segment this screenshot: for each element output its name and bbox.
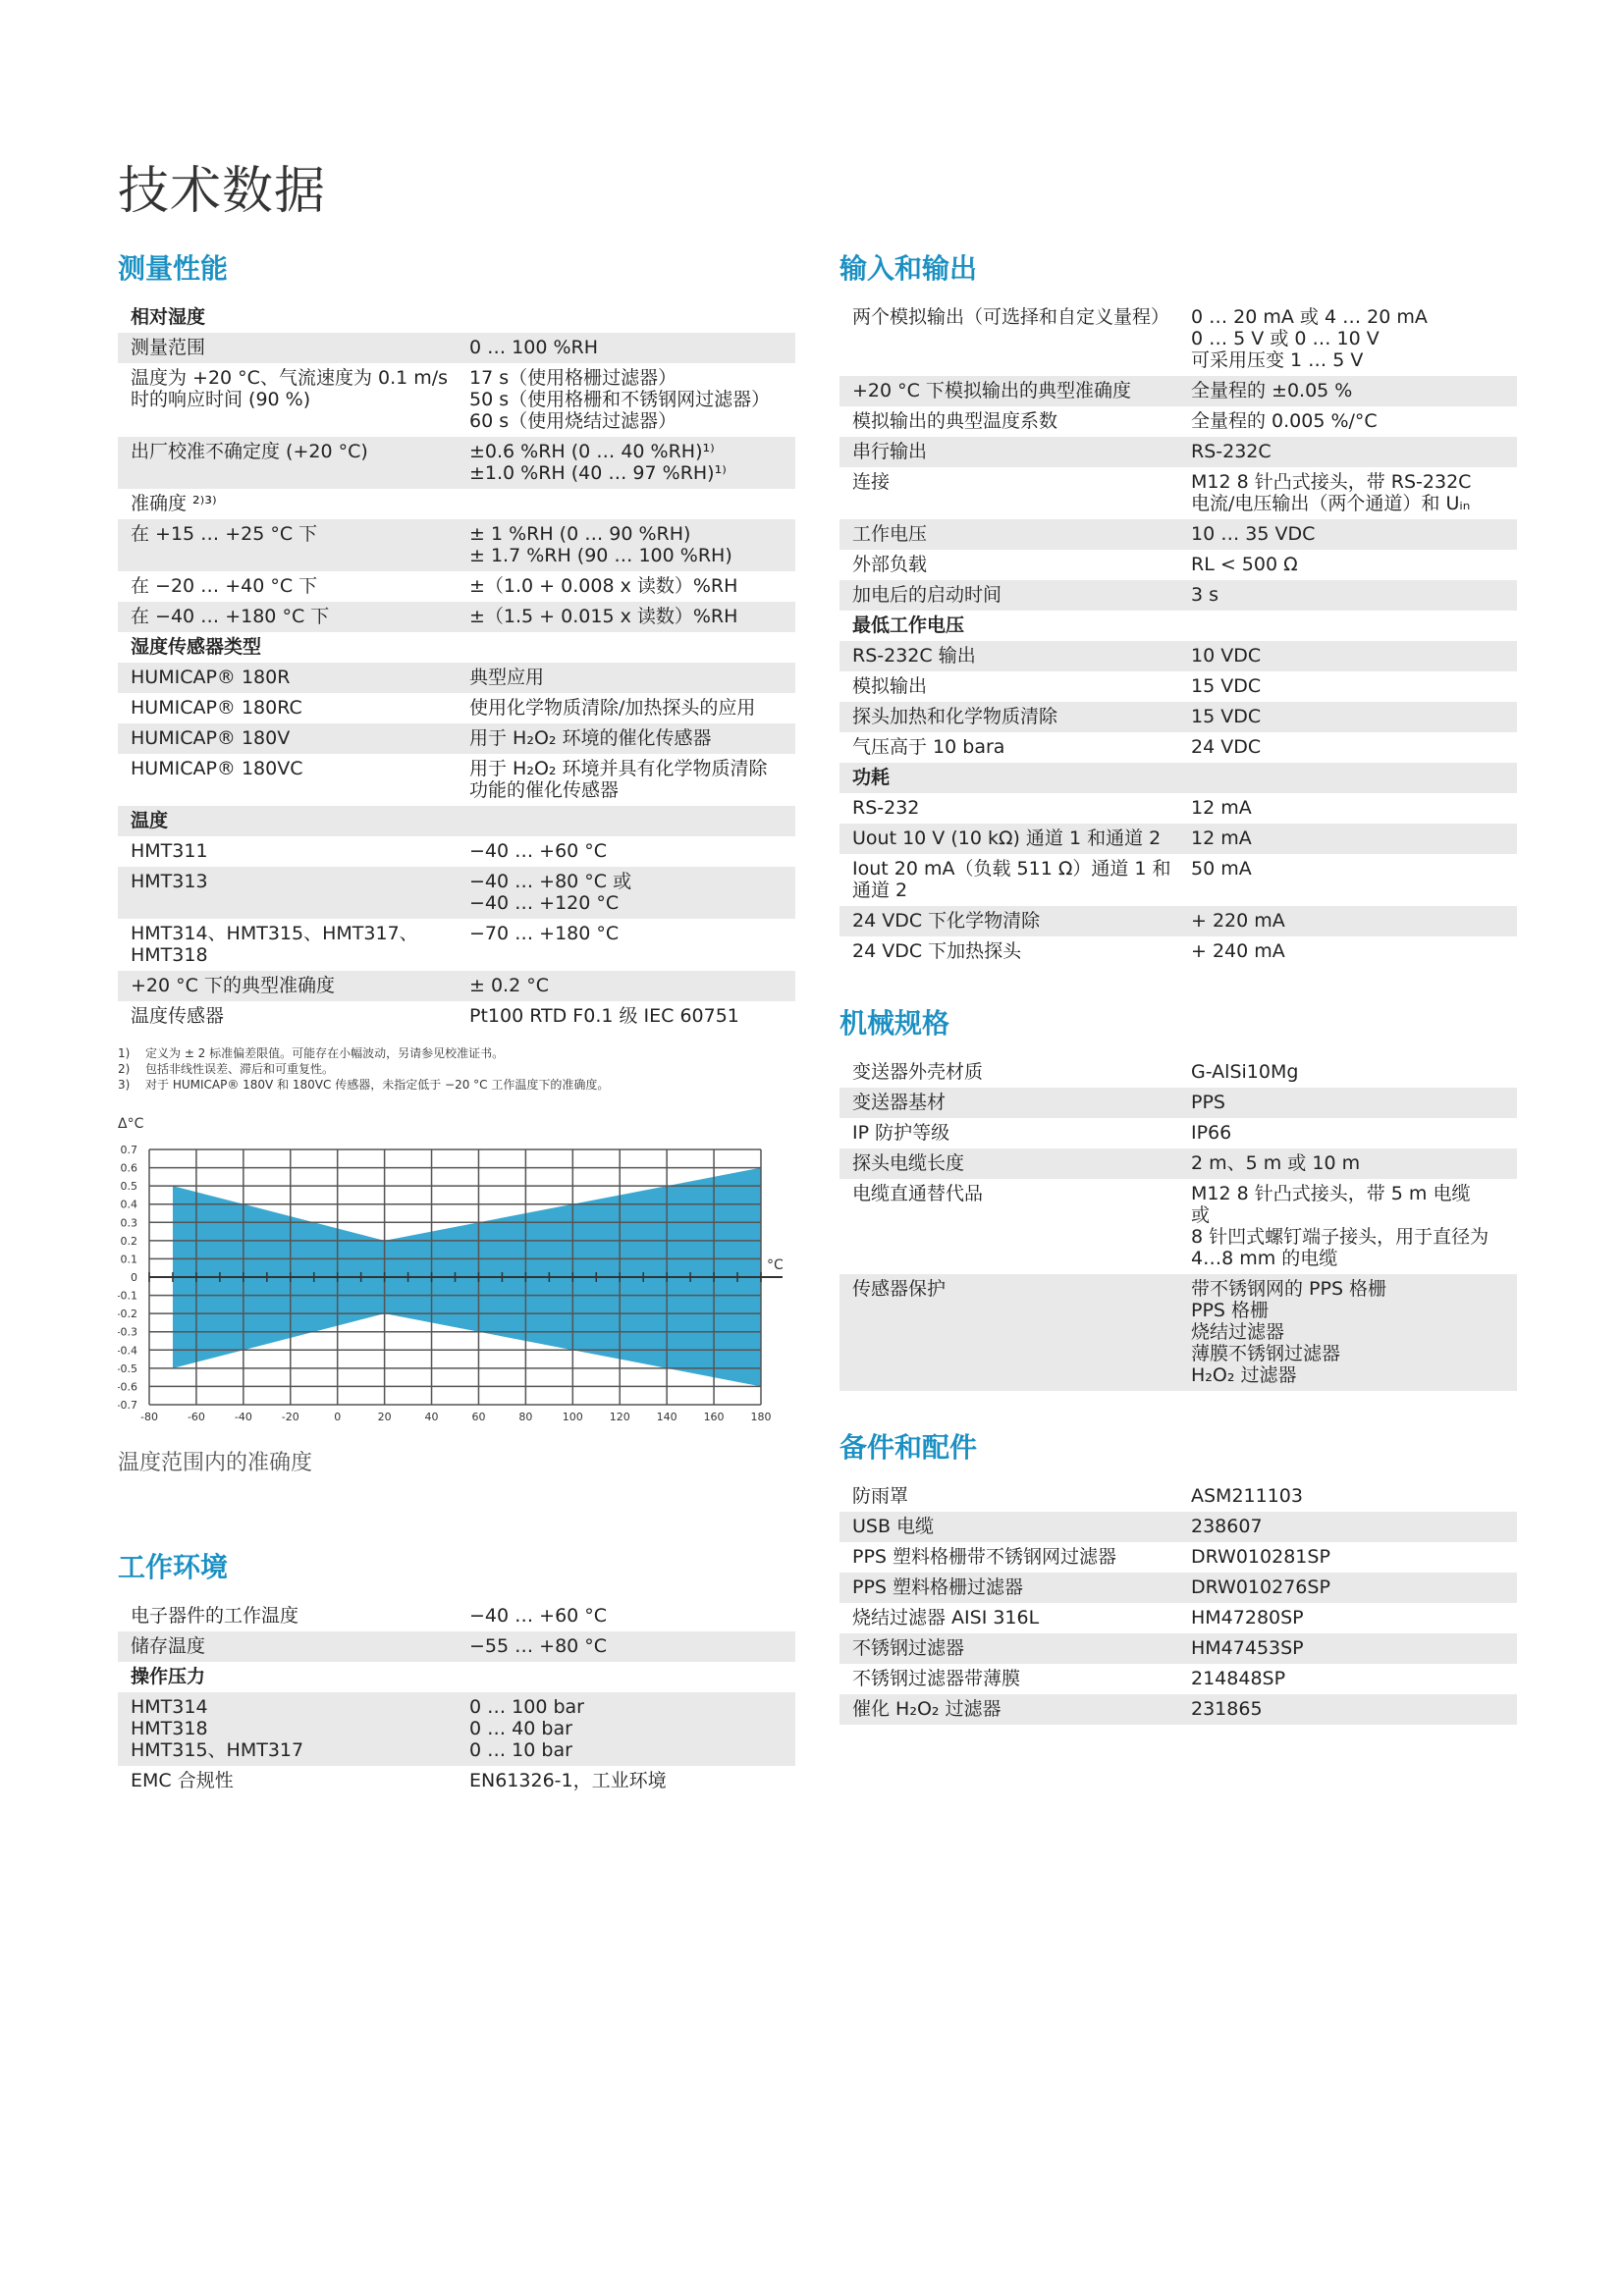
y-tick-label: 0.6 xyxy=(120,1161,137,1175)
row-value-line: M12 8 针凸式接头，带 5 m 电缆 xyxy=(1191,1183,1471,1204)
row-value-line: 4…8 mm 的电缆 xyxy=(1191,1248,1338,1269)
table-row xyxy=(118,1001,795,1032)
row-value xyxy=(1191,858,1504,901)
row-value-line: 12 mA xyxy=(1191,828,1252,849)
table-row xyxy=(839,550,1517,580)
accessories-table xyxy=(839,1481,1517,1725)
row-value-line: HM47453SP xyxy=(1191,1637,1304,1659)
row-label: 传感器保护 xyxy=(852,1278,947,1300)
row-label: 相对湿度 xyxy=(131,306,206,328)
row-value-line: 17 s（使用格栅过滤器） xyxy=(469,367,677,389)
row-value-line: 3 s xyxy=(1191,584,1219,606)
row-value xyxy=(1191,614,1504,636)
row-value-line: ±（1.5 + 0.015 x 读数）%RH xyxy=(469,606,738,627)
row-label: 电缆直通替代品 xyxy=(852,1183,984,1204)
row-value xyxy=(469,441,783,484)
row-label: 变送器基材 xyxy=(852,1092,947,1113)
row-label: RS-232C 输出 xyxy=(852,645,976,667)
row-value xyxy=(469,367,783,432)
row-label: Uout 10 V (10 kΩ) 通道 1 和通道 2 xyxy=(852,828,1162,849)
row-value-line: −40 … +60 °C xyxy=(469,840,608,862)
row-value-line: 0 … 10 bar xyxy=(469,1739,572,1761)
row-label: HUMICAP® 180V xyxy=(131,727,291,749)
row-label: HUMICAP® 180VC xyxy=(131,758,303,779)
row-value-line: 典型应用 xyxy=(469,667,545,688)
row-value-line: 薄膜不锈钢过滤器 xyxy=(1191,1343,1341,1364)
table-row xyxy=(839,1633,1517,1664)
row-label: HMT311 xyxy=(131,840,208,862)
row-value-line: 带不锈钢网的 PPS 格栅 xyxy=(1191,1278,1387,1300)
table-row xyxy=(839,936,1517,967)
row-value-line: 24 VDC xyxy=(1191,736,1262,758)
row-label: 加电后的启动时间 xyxy=(852,584,1002,606)
footnotes xyxy=(118,1045,795,1093)
row-value xyxy=(1191,380,1504,401)
row-value xyxy=(469,493,783,514)
table-row xyxy=(839,671,1517,702)
x-tick-label: 100 xyxy=(562,1411,583,1423)
row-label: HMT314、HMT315、HMT317、HMT318 xyxy=(131,923,418,966)
table-row xyxy=(839,641,1517,671)
y-tick-label: 0.3 xyxy=(120,1216,137,1230)
row-value xyxy=(1191,306,1504,371)
row-label: 工作电压 xyxy=(852,523,928,545)
row-label: 准确度 ²⁾³⁾ xyxy=(131,493,217,514)
row-label: 连接 xyxy=(852,471,891,493)
io-title: 输入和输出 xyxy=(839,252,978,285)
row-value xyxy=(1191,584,1504,606)
row-label: 功耗 xyxy=(852,767,891,788)
table-row xyxy=(118,602,795,632)
table-row xyxy=(118,571,795,602)
table-row xyxy=(839,437,1517,467)
footnote-text: 对于 HUMICAP® 180V 和 180VC 传感器，未指定低于 −20 °C 工作温度下的准确度。 xyxy=(145,1078,610,1092)
y-tick-label: -0.5 xyxy=(118,1362,137,1375)
row-value xyxy=(1191,675,1504,697)
row-label: 在 +15 … +25 °C 下 xyxy=(131,523,318,545)
row-value-line: 可采用压变 1 … 5 V xyxy=(1191,349,1364,371)
row-value-line: + 240 mA xyxy=(1191,940,1285,962)
x-tick-label: 160 xyxy=(703,1411,725,1423)
x-tick-label: 120 xyxy=(609,1411,630,1423)
row-label: 温度 xyxy=(131,810,169,831)
row-value-line: ±1.0 %RH (40 … 97 %RH)¹⁾ xyxy=(469,462,727,484)
table-row xyxy=(118,333,795,363)
table-row xyxy=(118,867,795,919)
row-value-line: 0 … 20 mA 或 4 … 20 mA xyxy=(1191,306,1428,328)
footnote-text: 定义为 ± 2 标准偏差限值。可能存在小幅波动，另请参见校准证书。 xyxy=(145,1046,505,1060)
table-row xyxy=(118,693,795,723)
row-value xyxy=(469,871,783,914)
row-value-line: 2 m、5 m 或 10 m xyxy=(1191,1152,1361,1174)
row-value-line: 15 VDC xyxy=(1191,706,1262,727)
row-value xyxy=(1191,1092,1504,1113)
row-label xyxy=(131,1696,469,1761)
row-value-line: 231865 xyxy=(1191,1698,1263,1720)
y-axis-label: Δ°C xyxy=(118,1116,144,1132)
table-row xyxy=(118,1766,795,1796)
table-section-header xyxy=(118,806,795,836)
row-label: 不锈钢过滤器带薄膜 xyxy=(852,1668,1021,1689)
table-row xyxy=(839,1481,1517,1512)
y-tick-label: -0.7 xyxy=(118,1399,137,1412)
table-row xyxy=(118,919,795,971)
row-value xyxy=(1191,797,1504,819)
row-value xyxy=(469,667,783,688)
footnote-text: 包括非线性误差、滞后和可重复性。 xyxy=(145,1062,335,1076)
row-value-line: DRW010281SP xyxy=(1191,1546,1330,1568)
table-row xyxy=(839,580,1517,611)
row-label: +20 °C 下模拟输出的典型准确度 xyxy=(852,380,1131,401)
row-label: 24 VDC 下加热探头 xyxy=(852,940,1022,962)
row-label: 在 −40 … +180 °C 下 xyxy=(131,606,330,627)
y-tick-label: -0.6 xyxy=(118,1380,137,1394)
row-value xyxy=(1191,1668,1504,1689)
row-value-line: HM47280SP xyxy=(1191,1607,1304,1629)
table-row xyxy=(118,723,795,754)
row-label: 外部负载 xyxy=(852,554,928,575)
row-value-line: 0 … 5 V 或 0 … 10 V xyxy=(1191,328,1380,349)
row-label: 模拟输出 xyxy=(852,675,928,697)
row-value-line: 8 针凹式螺钉端子接头，用于直径为 xyxy=(1191,1226,1489,1248)
row-value-line: RL < 500 Ω xyxy=(1191,554,1298,575)
row-label: 储存温度 xyxy=(131,1635,206,1657)
row-value xyxy=(469,1770,783,1791)
x-tick-label: -40 xyxy=(234,1411,252,1423)
row-label: 探头电缆长度 xyxy=(852,1152,965,1174)
row-label: 探头加热和化学物质清除 xyxy=(852,706,1058,727)
row-value xyxy=(1191,828,1504,849)
table-row xyxy=(839,1694,1517,1725)
table-row xyxy=(839,1274,1517,1391)
row-label: PPS 塑料格栅带不锈钢网过滤器 xyxy=(852,1546,1117,1568)
table-row xyxy=(839,1148,1517,1179)
row-value-line: 238607 xyxy=(1191,1516,1263,1537)
table-row xyxy=(839,406,1517,437)
table-row xyxy=(839,1118,1517,1148)
row-label: 温度传感器 xyxy=(131,1005,225,1027)
row-value xyxy=(1191,471,1504,514)
table-row xyxy=(118,363,795,437)
row-value xyxy=(469,758,783,801)
row-label: 变送器外壳材质 xyxy=(852,1061,984,1083)
row-value-line: DRW010276SP xyxy=(1191,1576,1330,1598)
row-value-line: G-AlSi10Mg xyxy=(1191,1061,1299,1083)
footnote xyxy=(118,1045,795,1061)
row-value-line: −40 … +80 °C 或 xyxy=(469,871,632,892)
row-value xyxy=(1191,1152,1504,1174)
table-row xyxy=(839,302,1517,376)
y-tick-label: 0.4 xyxy=(120,1198,137,1211)
row-label: 出厂校准不确定度 (+20 °C) xyxy=(131,441,368,462)
row-value xyxy=(1191,441,1504,462)
row-value-line: 用于 H₂O₂ 环境并具有化学物质清除功能的催化传感器 xyxy=(469,758,768,801)
table-row xyxy=(839,1542,1517,1573)
row-label: 电子器件的工作温度 xyxy=(131,1605,299,1627)
row-value xyxy=(469,306,783,328)
row-value-line: 或 xyxy=(1191,1204,1211,1226)
row-value xyxy=(469,636,783,658)
row-label: 两个模拟输出（可选择和自定义量程） xyxy=(852,306,1170,328)
row-value xyxy=(469,337,783,358)
row-value-line: 10 … 35 VDC xyxy=(1191,523,1316,545)
row-value-line: −40 … +60 °C xyxy=(469,1605,608,1627)
row-value-line: 60 s（使用烧结过滤器） xyxy=(469,410,677,432)
chart-caption: 温度范围内的准确度 xyxy=(118,1451,313,1475)
row-value-line: −55 … +80 °C xyxy=(469,1635,608,1657)
footnote xyxy=(118,1061,795,1077)
table-row xyxy=(839,906,1517,936)
row-label: 烧结过滤器 AISI 316L xyxy=(852,1607,1040,1629)
row-value xyxy=(1191,1698,1504,1720)
row-label: 温度为 +20 °C、气流速度为 0.1 m/s 时的响应时间 (90 %) xyxy=(131,367,449,410)
row-label: 在 −20 … +40 °C 下 xyxy=(131,575,318,597)
row-value xyxy=(1191,645,1504,667)
x-tick-label: 40 xyxy=(424,1411,439,1423)
row-value-line: 用于 H₂O₂ 环境的催化传感器 xyxy=(469,727,712,749)
row-value xyxy=(1191,940,1504,962)
row-label-line: HMT318 xyxy=(131,1718,208,1739)
row-value-line: Pt100 RTD F0.1 级 IEC 60751 xyxy=(469,1005,739,1027)
row-label: IP 防护等级 xyxy=(852,1122,950,1144)
page-title: 技术数据 xyxy=(118,162,327,221)
footnote-number: 1) xyxy=(118,1046,131,1060)
row-value xyxy=(469,697,783,719)
x-tick-label: 180 xyxy=(750,1411,772,1423)
row-value xyxy=(1191,1637,1504,1659)
row-label: USB 电缆 xyxy=(852,1516,935,1537)
table-row xyxy=(839,1179,1517,1274)
row-value-line: 使用化学物质清除/加热探头的应用 xyxy=(469,697,756,719)
table-section-header xyxy=(839,611,1517,641)
x-tick-label: 80 xyxy=(518,1411,533,1423)
row-label: 测量范围 xyxy=(131,337,206,358)
table-row xyxy=(839,1664,1517,1694)
footnote xyxy=(118,1077,795,1093)
row-value xyxy=(469,523,783,566)
row-value xyxy=(1191,1485,1504,1507)
mechanical-title: 机械规格 xyxy=(839,1007,950,1040)
footnote-number: 3) xyxy=(118,1078,131,1092)
row-value-line: 214848SP xyxy=(1191,1668,1286,1689)
mechanical-table xyxy=(839,1057,1517,1391)
row-label: 24 VDC 下化学物清除 xyxy=(852,910,1041,932)
table-row xyxy=(118,971,795,1001)
row-value-line: ± 0.2 °C xyxy=(469,975,549,996)
row-value-line: IP66 xyxy=(1191,1122,1232,1144)
row-value xyxy=(469,1635,783,1657)
table-row xyxy=(118,519,795,571)
row-label: Iout 20 mA（负载 511 Ω）通道 1 和通道 2 xyxy=(852,858,1171,901)
table-row xyxy=(839,376,1517,406)
y-tick-label: -0.4 xyxy=(118,1344,137,1358)
row-value-line: 15 VDC xyxy=(1191,675,1262,697)
row-value xyxy=(1191,1607,1504,1629)
row-value xyxy=(1191,706,1504,727)
table-row xyxy=(839,1603,1517,1633)
table-row xyxy=(839,854,1517,906)
table-row xyxy=(839,824,1517,854)
table-section-header xyxy=(118,302,795,333)
measurement-title: 测量性能 xyxy=(118,252,229,285)
footnote-number: 2) xyxy=(118,1062,131,1076)
row-value-line: ±（1.0 + 0.008 x 读数）%RH xyxy=(469,575,738,597)
table-row xyxy=(839,1573,1517,1603)
row-value xyxy=(1191,1516,1504,1537)
x-tick-label: 20 xyxy=(377,1411,392,1423)
x-axis-label: °C xyxy=(767,1257,784,1273)
row-label-line: HMT315、HMT317 xyxy=(131,1739,304,1761)
left-column xyxy=(118,251,795,1796)
y-tick-label: 0.5 xyxy=(120,1180,137,1194)
row-value xyxy=(1191,1183,1504,1269)
row-value xyxy=(1191,1278,1504,1386)
row-label: 模拟输出的典型温度系数 xyxy=(852,410,1058,432)
row-label: PPS 塑料格栅过滤器 xyxy=(852,1576,1024,1598)
y-tick-label: 0.2 xyxy=(120,1234,137,1248)
table-row xyxy=(839,793,1517,824)
row-value xyxy=(1191,767,1504,788)
row-label: HUMICAP® 180R xyxy=(131,667,291,688)
row-label: +20 °C 下的典型准确度 xyxy=(131,975,335,996)
row-value-line: ± 1 %RH (0 … 90 %RH) xyxy=(469,523,691,545)
row-label: HUMICAP® 180RC xyxy=(131,697,302,719)
row-value xyxy=(1191,736,1504,758)
row-label: 不锈钢过滤器 xyxy=(852,1637,965,1659)
measurement-table xyxy=(118,302,795,1032)
y-tick-label: -0.1 xyxy=(118,1289,137,1303)
environment-table xyxy=(118,1601,795,1796)
row-value xyxy=(469,975,783,996)
row-label: 催化 H₂O₂ 过滤器 xyxy=(852,1698,1001,1720)
table-row xyxy=(118,489,795,519)
row-value-line: + 220 mA xyxy=(1191,910,1285,932)
row-value-line: ASM211103 xyxy=(1191,1485,1303,1507)
row-value xyxy=(469,1696,783,1761)
row-value xyxy=(469,575,783,597)
y-tick-label: 0.1 xyxy=(120,1253,137,1266)
row-value xyxy=(1191,910,1504,932)
row-label: HMT313 xyxy=(131,871,208,892)
environment-title: 工作环境 xyxy=(118,1551,229,1583)
row-value xyxy=(1191,410,1504,432)
row-value xyxy=(469,810,783,831)
row-label: RS-232 xyxy=(852,797,920,819)
row-value-line: 电流/电压输出（两个通道）和 Uᵢₙ xyxy=(1191,493,1471,514)
accuracy-chart-svg xyxy=(118,1112,795,1436)
row-value xyxy=(1191,1576,1504,1598)
y-tick-label: -0.2 xyxy=(118,1308,137,1321)
x-tick-label: 0 xyxy=(334,1411,342,1423)
row-value-line: 0 … 100 %RH xyxy=(469,337,599,358)
row-value xyxy=(469,923,783,966)
row-label: 最低工作电压 xyxy=(852,614,965,636)
row-value xyxy=(1191,554,1504,575)
row-value-line: 0 … 40 bar xyxy=(469,1718,572,1739)
row-value-line: H₂O₂ 过滤器 xyxy=(1191,1364,1297,1386)
table-section-header xyxy=(118,632,795,663)
row-label: 操作压力 xyxy=(131,1666,206,1687)
row-value xyxy=(469,840,783,862)
row-label: 湿度传感器类型 xyxy=(131,636,262,658)
table-row xyxy=(839,732,1517,763)
row-value-line: −70 … +180 °C xyxy=(469,923,620,944)
row-value xyxy=(469,606,783,627)
table-section-header xyxy=(839,763,1517,793)
row-value-line: 12 mA xyxy=(1191,797,1252,819)
row-value-line: 烧结过滤器 xyxy=(1191,1321,1285,1343)
row-value-line: 10 VDC xyxy=(1191,645,1262,667)
x-tick-label: 60 xyxy=(471,1411,486,1423)
y-tick-label: 0.7 xyxy=(120,1144,137,1156)
row-value xyxy=(469,1666,783,1687)
accessories-title: 备件和配件 xyxy=(839,1431,978,1464)
row-label: 防雨罩 xyxy=(852,1485,909,1507)
table-row xyxy=(839,1088,1517,1118)
row-value-line: PPS 格栅 xyxy=(1191,1300,1270,1321)
row-value-line: ± 1.7 %RH (90 … 100 %RH) xyxy=(469,545,732,566)
table-row xyxy=(839,1512,1517,1542)
table-section-header xyxy=(118,1662,795,1692)
right-column xyxy=(839,251,1517,1725)
x-tick-label: 140 xyxy=(656,1411,677,1423)
table-row xyxy=(839,519,1517,550)
row-value-line: 全量程的 ±0.05 % xyxy=(1191,380,1353,401)
row-label: EMC 合规性 xyxy=(131,1770,234,1791)
row-value-line: 50 s（使用格栅和不锈钢网过滤器） xyxy=(469,389,771,410)
row-value-line: 0 … 100 bar xyxy=(469,1696,584,1718)
row-value-line: 50 mA xyxy=(1191,858,1252,880)
row-value xyxy=(469,1005,783,1027)
table-row xyxy=(118,836,795,867)
accuracy-chart xyxy=(118,1112,795,1515)
table-row xyxy=(118,1692,795,1766)
row-value xyxy=(1191,1122,1504,1144)
table-row xyxy=(118,1631,795,1662)
row-label-line: HMT314 xyxy=(131,1696,208,1718)
y-tick-label: -0.3 xyxy=(118,1325,137,1339)
row-label: 串行输出 xyxy=(852,441,928,462)
io-table xyxy=(839,302,1517,967)
row-value xyxy=(1191,1061,1504,1083)
y-tick-label: 0 xyxy=(131,1271,137,1284)
row-value-line: RS-232C xyxy=(1191,441,1272,462)
table-row xyxy=(118,754,795,806)
x-tick-label: -80 xyxy=(140,1411,158,1423)
row-value-line: 全量程的 0.005 %/°C xyxy=(1191,410,1378,432)
row-value xyxy=(1191,523,1504,545)
table-row xyxy=(118,437,795,489)
row-label: 气压高于 10 bara xyxy=(852,736,1005,758)
table-row xyxy=(118,663,795,693)
row-value-line: EN61326-1，工业环境 xyxy=(469,1770,667,1791)
row-value-line: −40 … +120 °C xyxy=(469,892,620,914)
table-row xyxy=(118,1601,795,1631)
row-value-line: PPS xyxy=(1191,1092,1225,1113)
row-value xyxy=(469,727,783,749)
x-tick-label: -20 xyxy=(281,1411,299,1423)
table-row xyxy=(839,702,1517,732)
table-row xyxy=(839,467,1517,519)
row-value-line: ±0.6 %RH (0 … 40 %RH)¹⁾ xyxy=(469,441,715,462)
row-value-line: M12 8 针凸式接头，带 RS-232C xyxy=(1191,471,1472,493)
row-value xyxy=(469,1605,783,1627)
x-tick-label: -60 xyxy=(187,1411,205,1423)
table-row xyxy=(839,1057,1517,1088)
row-value xyxy=(1191,1546,1504,1568)
